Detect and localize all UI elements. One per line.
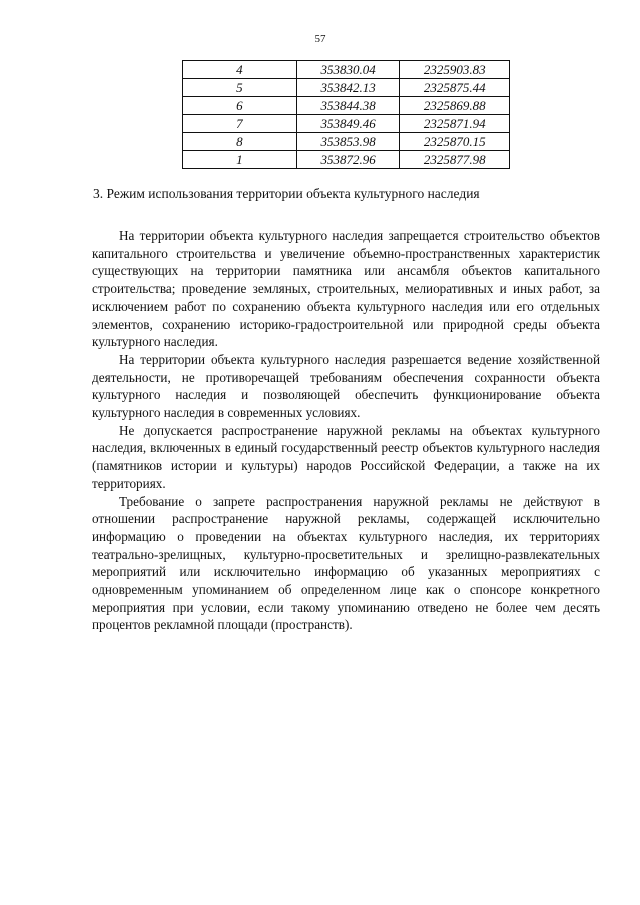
paragraph-advertising-exception: Требование о запрете распространения наружной рекламы не действуют в отношении распространение наружной рекламы, содержащей исключительно информацию о проведении на объектах культурного наследия, их территориях театрально-зрелищных, культурно-просветительных и зрелищно-развлекательных мероприятий или исключительно информацию об указанных мероприятиях с одновременным упоминанием об определенном лице как о спонсоре конкретного мероприятия при условии, если такому упоминанию отведено не более чем десять процентов рекламной площади (пространств). — [92, 493, 600, 633]
table-row — [183, 151, 510, 169]
y-coordinate-cell: 2325875.44 — [400, 79, 510, 97]
x-coordinate-cell: 353830.04 — [296, 61, 400, 79]
table-row — [183, 115, 510, 133]
page-number: 57 — [314, 33, 326, 45]
table-row — [183, 61, 510, 79]
y-coordinate-cell: 2325869.88 — [400, 97, 510, 115]
point-cell: 4 — [183, 61, 297, 79]
point-cell: 5 — [183, 79, 297, 97]
y-coordinate-cell: 2325877.98 — [400, 151, 510, 169]
coordinates-table-body — [183, 61, 510, 169]
y-coordinate-cell: 2325871.94 — [400, 115, 510, 133]
x-coordinate-cell: 353844.38 — [296, 97, 400, 115]
table-row — [183, 133, 510, 151]
table-row — [183, 97, 510, 115]
point-cell: 7 — [183, 115, 297, 133]
paragraph-permitted-activity: На территории объекта культурного наследия разрешается ведение хозяйственной деятельности, не противоречащей требованиям обеспечения сохранности объекта культурного наследия и позволяющей обеспечить функционирование объекта культурного наследия в современных условиях. — [92, 351, 600, 421]
section-body — [92, 227, 600, 634]
paragraph-prohibitions: На территории объекта культурного наследия запрещается строительство объектов капитального строительства и увеличение объемно-пространственных характеристик существующих на территории памятника или ансамбля объектов капитального строительства; проведение земляных, строительных, мелиоративных и иных работ, за исключением работ по сохранению объекта культурного наследия или его отдельных элементов, сохранению историко-градостроительной или природной среды объекта культурного наследия. — [92, 228, 600, 350]
point-cell: 6 — [183, 97, 297, 115]
coordinates-table — [182, 60, 510, 169]
x-coordinate-cell: 353849.46 — [296, 115, 400, 133]
y-coordinate-cell: 2325870.15 — [400, 133, 510, 151]
x-coordinate-cell: 353842.13 — [296, 79, 400, 97]
paragraph-advertising-ban: Не допускается распространение наружной рекламы на объектах культурного наследия, включенных в единый государственный реестр объектов культурного наследия (памятников истории и культуры) народов Российской Федерации, а также на их территориях. — [92, 422, 600, 491]
table-row — [183, 79, 510, 97]
x-coordinate-cell: 353853.98 — [296, 133, 400, 151]
x-coordinate-cell: 353872.96 — [296, 151, 400, 169]
point-cell: 8 — [183, 133, 297, 151]
y-coordinate-cell: 2325903.83 — [400, 61, 510, 79]
section-heading: 3. Режим использования территории объекта культурного наследия — [93, 186, 480, 201]
point-cell: 1 — [183, 151, 297, 169]
